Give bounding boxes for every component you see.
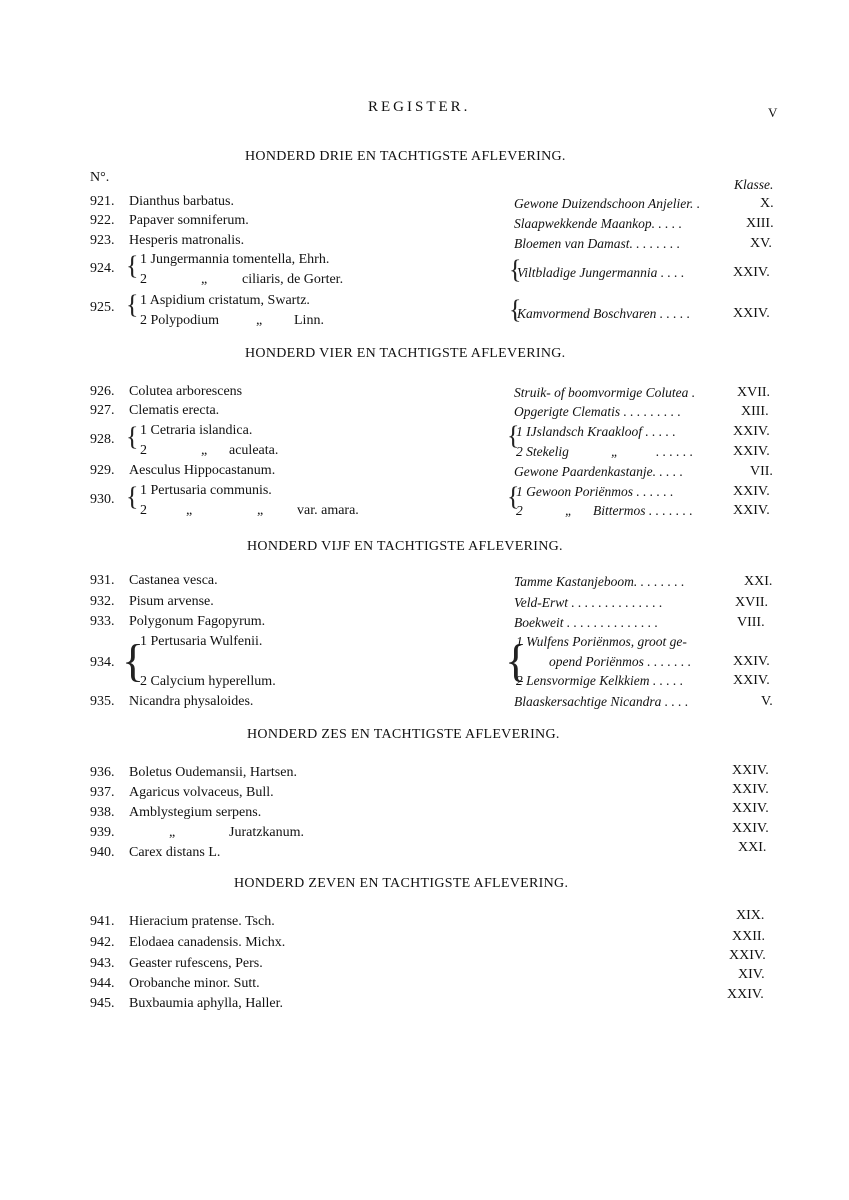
class-numeral: XXIV. — [732, 782, 769, 797]
entry-number: 940. — [90, 845, 115, 860]
class-numeral: XXIV. — [732, 763, 769, 778]
class-numeral: XXIV. — [732, 821, 769, 836]
entry-number: 930. — [90, 492, 115, 507]
page-number: V — [768, 105, 778, 120]
page-title: REGISTER. — [368, 99, 471, 115]
class-numeral: XXIV. — [733, 654, 770, 669]
dutch-name: Blaaskersachtige Nicandra . . . . — [514, 694, 689, 709]
class-numeral: XXIV. — [733, 424, 770, 439]
brace-symbol: { — [126, 290, 139, 319]
class-numeral: X. — [760, 196, 774, 211]
latin-name: aculeata. — [229, 443, 279, 458]
entry-number: 938. — [90, 805, 115, 820]
latin-name: Castanea vesca. — [129, 573, 218, 588]
dutch-name: Bittermos . . . . . . . — [593, 503, 693, 518]
entry-number: 926. — [90, 384, 115, 399]
entry-number: 929. — [90, 463, 115, 478]
brace-symbol: { — [505, 635, 528, 686]
ditto-mark: „ — [257, 503, 264, 518]
latin-name: Geaster rufescens, Pers. — [129, 956, 263, 971]
class-numeral: XVII. — [735, 595, 769, 610]
latin-name-number: 2 — [140, 272, 147, 287]
latin-name: 2 Calycium hyperellum. — [140, 674, 276, 689]
section-title: HONDERD ZEVEN EN TACHTIGSTE AFLEVERING. — [234, 876, 569, 891]
ditto-mark: „ — [201, 272, 208, 287]
class-numeral: XVII. — [737, 385, 771, 400]
entry-number: 934. — [90, 655, 115, 670]
leader-dots: . . . . . . — [656, 444, 694, 459]
entry-number: 941. — [90, 914, 115, 929]
variety-name: var. amara. — [297, 503, 359, 518]
entry-number: 937. — [90, 785, 115, 800]
latin-name: 1 Pertusaria communis. — [140, 483, 272, 498]
latin-name: Polygonum Fagopyrum. — [129, 614, 266, 629]
latin-name: Nicandra physaloides. — [129, 694, 254, 709]
class-numeral: XXIV. — [727, 987, 764, 1002]
class-numeral: XXI. — [744, 574, 773, 589]
class-numeral: XXIV. — [733, 306, 770, 321]
class-numeral: XXIV. — [733, 444, 770, 459]
entry-number: 931. — [90, 573, 115, 588]
latin-name: Buxbaumia aphylla, Haller. — [129, 996, 283, 1011]
entry-number: 923. — [90, 233, 115, 248]
dutch-name: Slaapwekkende Maankop. . . . . — [514, 216, 682, 231]
latin-name: Carex distans L. — [129, 845, 221, 860]
entry-number: 935. — [90, 694, 115, 709]
entry-number: 942. — [90, 935, 115, 950]
latin-name-number: 2 — [140, 443, 147, 458]
class-numeral: VII. — [750, 464, 773, 479]
class-numeral: XIX. — [736, 908, 765, 923]
brace-symbol: { — [509, 255, 522, 284]
entry-number: 936. — [90, 765, 115, 780]
entry-number: 933. — [90, 614, 115, 629]
brace-symbol: { — [126, 482, 139, 511]
entry-number: 939. — [90, 825, 115, 840]
ditto-mark: „ — [169, 825, 176, 840]
class-numeral: XXIV. — [733, 673, 770, 688]
ditto-mark: „ — [256, 313, 263, 328]
latin-name: ciliaris, de Gorter. — [242, 272, 344, 287]
class-numeral: XIV. — [738, 967, 765, 982]
class-numeral: XXIV. — [729, 948, 766, 963]
dutch-name: Viltbladige Jungermannia . . . . — [517, 265, 685, 280]
brace-symbol: { — [122, 635, 145, 686]
entry-number: 928. — [90, 432, 115, 447]
class-numeral: XV. — [750, 236, 772, 251]
latin-name: Orobanche minor. Sutt. — [129, 976, 260, 991]
entry-number: 922. — [90, 213, 115, 228]
dutch-name: 1 Wulfens Poriënmos, groot ge- — [516, 634, 687, 649]
brace-symbol: { — [507, 482, 520, 511]
entry-number: 932. — [90, 594, 115, 609]
latin-name: Elodaea canadensis. Michx. — [129, 935, 286, 950]
entry-number: 945. — [90, 996, 115, 1011]
latin-name: Dianthus barbatus. — [129, 194, 234, 209]
latin-name: 1 Jungermannia tomentella, Ehrh. — [140, 252, 330, 267]
entry-number: 925. — [90, 300, 115, 315]
latin-name: Juratzkanum. — [229, 825, 305, 840]
latin-name: Aesculus Hippocastanum. — [129, 463, 276, 478]
class-numeral: XXII. — [732, 929, 766, 944]
latin-name: 1 Pertusaria Wulfenii. — [140, 634, 263, 649]
dutch-name: Struik- of boomvormige Colutea . — [514, 385, 696, 400]
dutch-name-number: 2 — [516, 503, 523, 518]
dutch-name: Tamme Kastanjeboom. . . . . . . . — [514, 574, 685, 589]
entry-number: 921. — [90, 194, 115, 209]
dutch-name: Gewone Duizendschoon Anjelier. . — [514, 196, 701, 211]
column-header-klasse: Klasse. — [734, 177, 774, 192]
class-numeral: VIII. — [737, 615, 765, 630]
dutch-name: 1 Gewoon Poriënmos . . . . . . — [516, 484, 674, 499]
latin-name: 1 Cetraria islandica. — [140, 423, 253, 438]
dutch-name: Kamvormend Boschvaren . . . . . — [517, 306, 691, 321]
brace-symbol: { — [126, 251, 139, 280]
section-title: HONDERD ZES EN TACHTIGSTE AFLEVERING. — [247, 727, 560, 742]
dutch-name: Boekweit . . . . . . . . . . . . . . — [514, 615, 658, 630]
latin-name: Boletus Oudemansii, Hartsen. — [129, 765, 297, 780]
ditto-mark: „ — [201, 443, 208, 458]
entry-number: 944. — [90, 976, 115, 991]
latin-name: Pisum arvense. — [129, 594, 214, 609]
section-title: HONDERD DRIE EN TACHTIGSTE AFLEVERING. — [245, 149, 566, 164]
class-numeral: XIII. — [746, 216, 774, 231]
dutch-name: 2 Lensvormige Kelkkiem . . . . . — [516, 673, 684, 688]
ditto-mark: „ — [611, 444, 619, 459]
class-numeral: XIII. — [741, 404, 769, 419]
dutch-name: opend Poriënmos . . . . . . . — [549, 654, 692, 669]
class-numeral: XXIV. — [733, 265, 770, 280]
class-numeral: XXI. — [738, 840, 767, 855]
class-numeral: XXIV. — [733, 484, 770, 499]
latin-name: Hesperis matronalis. — [129, 233, 245, 248]
latin-name: Colutea arborescens — [129, 384, 243, 399]
dutch-name: Gewone Paardenkastanje. . . . . — [514, 464, 683, 479]
dutch-name: 2 Stekelig — [516, 444, 569, 459]
dutch-name: Bloemen van Damast. . . . . . . . — [514, 236, 681, 251]
class-numeral: XXIV. — [733, 503, 770, 518]
class-numeral: XXIV. — [732, 801, 769, 816]
brace-symbol: { — [507, 421, 520, 450]
author-name: Linn. — [294, 313, 324, 328]
latin-name: Papaver somniferum. — [129, 213, 249, 228]
latin-name: 2 Polypodium — [140, 313, 219, 328]
brace-symbol: { — [126, 422, 139, 451]
latin-name: Amblystegium serpens. — [129, 805, 262, 820]
column-header-number: N°. — [90, 170, 110, 185]
entry-number: 924. — [90, 261, 115, 276]
latin-name: Clematis erecta. — [129, 403, 220, 418]
section-title: HONDERD VIJF EN TACHTIGSTE AFLEVERING. — [247, 539, 563, 554]
entry-number: 943. — [90, 956, 115, 971]
latin-name: Hieracium pratense. Tsch. — [129, 914, 275, 929]
dutch-name: Veld-Erwt . . . . . . . . . . . . . . — [514, 595, 663, 610]
section-title: HONDERD VIER EN TACHTIGSTE AFLEVERING. — [245, 346, 566, 361]
latin-name-number: 2 — [140, 503, 147, 518]
entry-number: 927. — [90, 403, 115, 418]
ditto-mark: „ — [565, 503, 573, 518]
brace-symbol: { — [509, 295, 522, 324]
dutch-name: 1 IJslandsch Kraakloof . . . . . — [516, 424, 676, 439]
latin-name: 1 Aspidium cristatum, Swartz. — [140, 293, 310, 308]
class-numeral: V. — [761, 694, 773, 709]
dutch-name: Opgerigte Clematis . . . . . . . . . — [514, 404, 681, 419]
latin-name: Agaricus volvaceus, Bull. — [129, 785, 274, 800]
ditto-mark: „ — [186, 503, 193, 518]
